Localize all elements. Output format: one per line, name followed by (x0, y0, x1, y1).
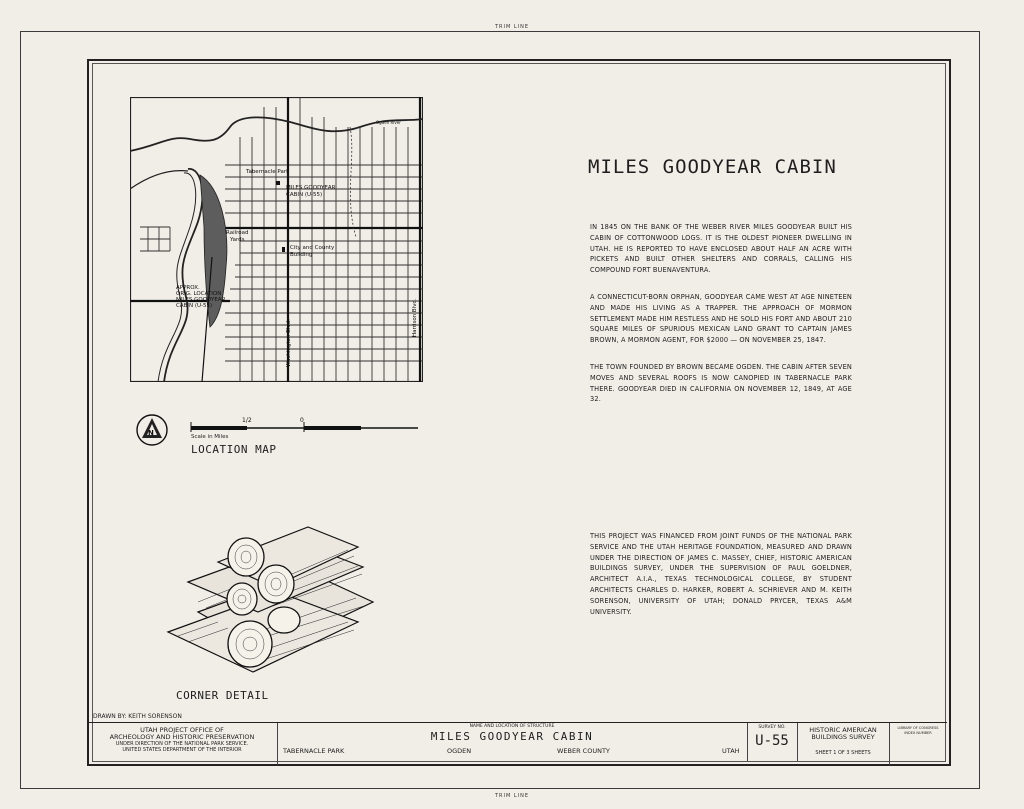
survey-number-label: SURVEY NO. (758, 725, 786, 730)
agency-line-1: UTAH PROJECT OFFICE OF (140, 726, 224, 734)
survey-number: U-55 (755, 733, 789, 749)
north-arrow-icon (137, 415, 167, 445)
location-park: TABERNACLE PARK (283, 747, 345, 755)
agency-line-4: UNITED STATES DEPARTMENT OF THE INTERIOR (122, 747, 242, 753)
scale-half-mile: 1/2 (242, 417, 252, 424)
location-county: WEBER COUNTY (557, 747, 610, 755)
map-label-cabin: MILES GOODYEAR (286, 185, 336, 191)
map-label-orig-location: ORIG. LOCATION (176, 291, 222, 297)
scale-label: Scale in Miles (191, 434, 229, 440)
location-map-title: LOCATION MAP (191, 443, 277, 456)
map-label-approx: APPROX. (176, 285, 200, 291)
structure-cell (277, 723, 748, 761)
location-map (130, 97, 423, 382)
library-label: LIBRARY OF CONGRESS (897, 726, 939, 730)
habs-line-2: BUILDINGS SURVEY (811, 733, 875, 741)
map-label-cabin-number: CABIN (U-55) (286, 192, 323, 198)
structure-name: MILES GOODYEAR CABIN (430, 730, 594, 743)
index-label: INDEX NUMBER (904, 730, 932, 735)
map-label-washington: Washington Blvd. (286, 319, 292, 367)
corner-detail-title: CORNER DETAIL (176, 689, 269, 702)
structure-name-label: NAME AND LOCATION OF STRUCTURE (469, 724, 555, 729)
location-city: OGDEN (447, 747, 472, 755)
history-paragraph-2: A CONNECTICUT-BORN ORPHAN, GOODYEAR CAME WEST AT AGE NINETEEN AND MADE HIS LIVING AS A TRAPPER. THE APPROACH OF MORMON SETTLEMENT MADE HIM RESTLESS AND HE SOLD HIS FORT AND ABOUT 210 SQUARE MILES OF SPURIOUS MEXICAN LAND GRANT TO CAPTAIN JAMES BROWN, A MORMON AGENT, FOR $2000 — ON NOVEMBER 25, 1847. (590, 293, 852, 345)
agency-cell (87, 723, 278, 765)
map-label-approx-cabin: MILES GOODYEAR (176, 297, 226, 303)
drawn-by: DRAWN BY: KEITH SORENSON (93, 713, 182, 720)
map-label-tabernacle-park: Tabernacle Park (246, 169, 290, 175)
sheet-number: SHEET 1 OF 3 SHEETS (815, 750, 871, 756)
map-label-building: Building (290, 252, 313, 258)
agency-line-2: ARCHEOLOGY AND HISTORIC PRESERVATION (109, 733, 255, 741)
trim-line-top: TRIM LINE (494, 24, 530, 30)
title-block (87, 722, 947, 761)
library-index-cell (889, 723, 947, 764)
drawing-title: MILES GOODYEAR CABIN (588, 156, 837, 178)
habs-line-1: HISTORIC AMERICAN (809, 726, 877, 734)
history-paragraph-3: THE TOWN FOUNDED BY BROWN BECAME OGDEN. THE CABIN AFTER SEVEN MOVES AND SEVERAL ROOFS IS NOW CANOPIED IN TABERNACLE PARK THERE. GOODYEAR DIED IN CALIFORNIA ON NOVEMBER 12, 1849, AT AGE 32. (590, 363, 852, 404)
history-paragraph-1: IN 1845 ON THE BANK OF THE WEBER RIVER MILES GOODYEAR BUILT HIS CABIN OF COTTONWOOD LOGS. IT IS THE OLDEST PIONEER DWELLING IN UTAH. HE IS REPORTED TO HAVE ENCLOSED ABOUT HALF AN ACRE WITH PICKETS AND BUILT OTHER SHELTERS AND CORRALS, CALLING HIS COMPOUND FORT BUENAVENTURA. (590, 223, 852, 275)
survey-cell (747, 723, 798, 761)
corner-detail-drawing (158, 522, 380, 682)
map-label-railroad: Railroad (226, 230, 249, 236)
agency-line-3: UNDER DIRECTION OF THE NATIONAL PARK SERVICE. (115, 741, 249, 747)
location-state: UTAH (722, 747, 740, 755)
trim-line-bottom: TRIM LINE (494, 793, 530, 799)
map-label-approx-cabin-number: CABIN (U-55) (176, 303, 213, 309)
map-label-river: Ogden River (376, 120, 401, 125)
scale-zero: 0 (300, 417, 304, 424)
map-label-city-county: City and County (290, 245, 335, 251)
project-note: THIS PROJECT WAS FINANCED FROM JOINT FUNDS OF THE NATIONAL PARK SERVICE AND THE UTAH HERITAGE FOUNDATION, MEASURED AND DRAWN UNDER THE DIRECTION OF JAMES C. MASSEY, CHIEF, HISTORIC AMERICAN BUILDINGS SURVEY, UNDER THE SUPERVISION OF PAUL GOELDNER, ARCHITECT A.I.A., TEXAS TECHNOLOGICAL COLLEGE, BY STUDENT ARCHITECTS CHARLES D. HARKER, ROBERT A. SCHRIEVER AND M. KEITH SORENSON, UNIVERSITY OF UTAH; DONALD PRYCER, TEXAS A&M UNIVERSITY. (590, 532, 852, 616)
map-label-harrison: Harrison Blvd. (412, 298, 418, 337)
map-label-yards: Yards (230, 237, 245, 243)
scale-bar (136, 410, 426, 450)
svg-text:N: N (148, 429, 154, 437)
habs-cell (797, 723, 890, 765)
